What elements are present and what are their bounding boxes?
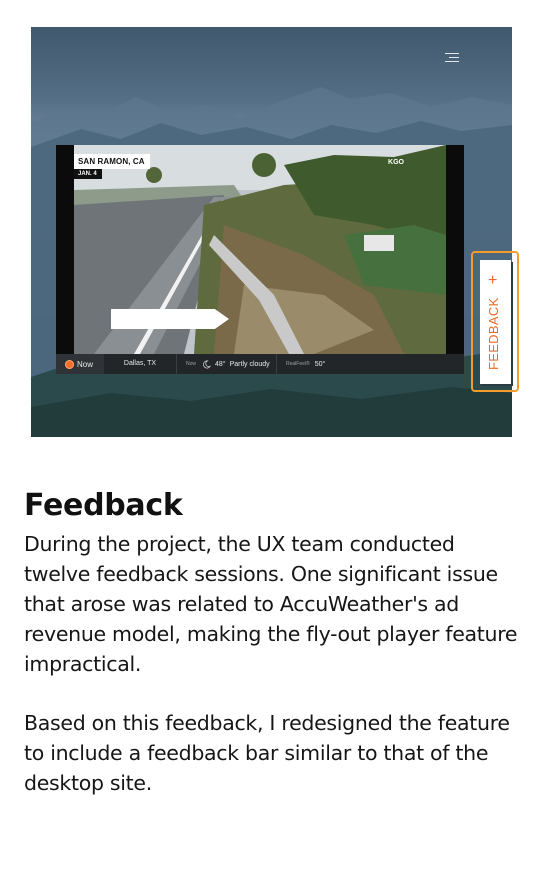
feedback-tab-label: FEEDBACK [486,297,501,370]
section-title: Feedback [24,488,183,523]
arrow-overlay [111,309,229,329]
player-info-bar [56,354,464,374]
location-tag: SAN RAMON, CA [74,154,150,169]
realfeel-label: RealFeel® [286,361,310,367]
video-player[interactable] [56,145,464,374]
now-badge[interactable] [56,354,104,374]
temperature-value: 48° [215,360,226,368]
feedback-tab-highlight [471,251,519,392]
paragraph-redesign: Based on this feedback, I redesigned the feature to include a feedback bar similar to that of the desktop site. [24,711,510,795]
hero-image [31,27,512,437]
current-conditions [177,354,277,374]
realfeel-value: 50° [314,360,326,368]
now-small-label: Now [186,361,197,367]
sun-icon [65,360,74,369]
paragraph-sessions: During the project, the UX team conducted twelve feedback sessions. One significant issue that arose was related to AccuWeather's ad revenue model, making the fly-out player feature impractical. [24,532,518,676]
realfeel [277,361,325,368]
date-tag: JAN. 4 [74,169,102,179]
station-logo: KGO [388,159,404,166]
plus-icon: + [488,272,498,289]
condition-text: Partly cloudy [229,360,270,368]
city-label: Dallas, TX [104,354,177,374]
partly-cloudy-night-icon [202,360,211,369]
now-label: Now [77,359,94,369]
hamburger-menu-icon[interactable] [445,53,459,63]
feedback-tab-button[interactable] [480,260,511,384]
